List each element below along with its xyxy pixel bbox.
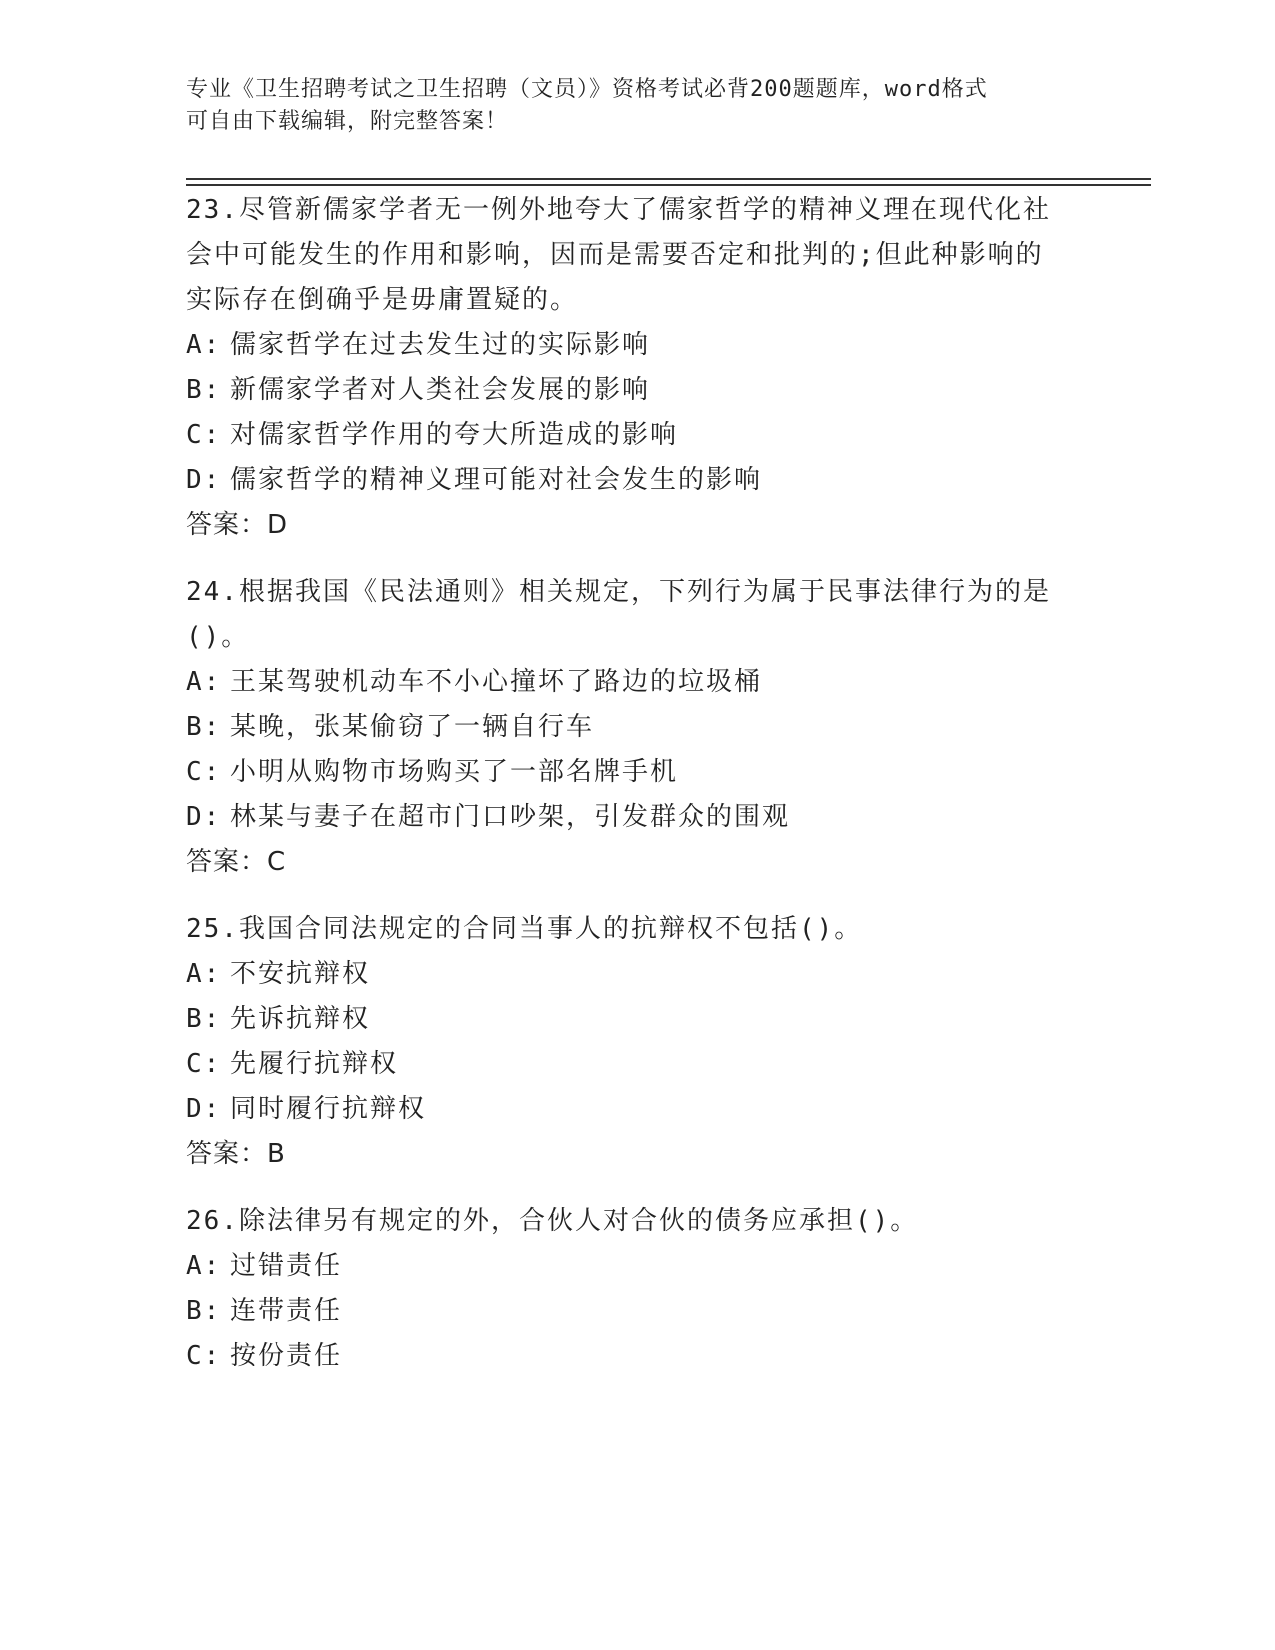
option-text: 先履行抗辩权 — [230, 1049, 399, 1079]
question-line: 26.除法律另有规定的外，合伙人对合伙的债务应承担()。 — [186, 1206, 919, 1236]
option-b — [186, 368, 1086, 413]
question-line: 23.尽管新儒家学者无一例外地夸大了儒家哲学的精神义理在现代化社 — [186, 195, 1051, 225]
question-text — [186, 570, 1086, 660]
option-a — [186, 952, 1086, 997]
option-label: A: — [186, 959, 222, 989]
question-text — [186, 907, 1086, 952]
header-line-2: 可自由下载编辑，附完整答案！ — [186, 109, 509, 134]
option-text: 不安抗辩权 — [230, 959, 371, 989]
option-d — [186, 795, 1086, 840]
option-label: C: — [186, 757, 222, 787]
option-label: B: — [186, 1004, 222, 1034]
option-label: C: — [186, 1341, 222, 1371]
option-c — [186, 750, 1086, 795]
option-d — [186, 458, 1086, 503]
option-text: 王某驾驶机动车不小心撞坏了路边的垃圾桶 — [230, 667, 763, 697]
option-a — [186, 323, 1086, 368]
question-line: ()。 — [186, 622, 250, 652]
header-line-1: 专业《卫生招聘考试之卫生招聘（文员）》资格考试必背200题题库，word格式 — [186, 77, 988, 102]
option-b — [186, 997, 1086, 1042]
option-label: C: — [186, 420, 222, 450]
option-label: A: — [186, 330, 222, 360]
option-label: A: — [186, 1251, 222, 1281]
question-24 — [186, 570, 1086, 885]
option-c — [186, 413, 1086, 458]
answer-line: 答案：C — [186, 847, 287, 877]
option-b — [186, 705, 1086, 750]
question-line: 会中可能发生的作用和影响，因而是需要否定和批判的;但此种影响的 — [186, 240, 1044, 270]
question-list — [186, 188, 1086, 1401]
option-a — [186, 660, 1086, 705]
option-label: B: — [186, 1296, 222, 1326]
option-text: 同时履行抗辩权 — [230, 1094, 427, 1124]
header-divider-top — [186, 178, 1151, 180]
question-text — [186, 188, 1086, 323]
option-text: 林某与妻子在超市门口吵架，引发群众的围观 — [230, 802, 791, 832]
option-text: 小明从购物市场购买了一部名牌手机 — [230, 757, 679, 787]
question-line: 25.我国合同法规定的合同当事人的抗辩权不包括()。 — [186, 914, 863, 944]
option-text: 新儒家学者对人类社会发展的影响 — [230, 375, 651, 405]
option-a — [186, 1244, 1086, 1289]
option-b — [186, 1289, 1086, 1334]
question-25 — [186, 907, 1086, 1177]
option-label: D: — [186, 1094, 222, 1124]
answer-line: 答案：B — [186, 1139, 286, 1169]
question-26 — [186, 1199, 1086, 1379]
option-text: 对儒家哲学作用的夸大所造成的影响 — [230, 420, 679, 450]
question-line: 实际存在倒确乎是毋庸置疑的。 — [186, 285, 579, 315]
option-label: D: — [186, 802, 222, 832]
question-23 — [186, 188, 1086, 548]
option-text: 儒家哲学的精神义理可能对社会发生的影响 — [230, 465, 763, 495]
question-text — [186, 1199, 1086, 1244]
header-divider-bottom — [186, 184, 1151, 186]
option-text: 按份责任 — [230, 1341, 343, 1371]
option-label: B: — [186, 712, 222, 742]
option-text: 某晚，张某偷窃了一辆自行车 — [230, 712, 595, 742]
option-text: 先诉抗辩权 — [230, 1004, 371, 1034]
question-line: 24.根据我国《民法通则》相关规定，下列行为属于民事法律行为的是 — [186, 577, 1051, 607]
option-c — [186, 1042, 1086, 1087]
option-label: A: — [186, 667, 222, 697]
document-header — [186, 74, 1086, 138]
option-label: B: — [186, 375, 222, 405]
option-c — [186, 1334, 1086, 1379]
option-label: C: — [186, 1049, 222, 1079]
option-d — [186, 1087, 1086, 1132]
option-text: 儒家哲学在过去发生过的实际影响 — [230, 330, 651, 360]
option-text: 连带责任 — [230, 1296, 343, 1326]
answer-line: 答案：D — [186, 510, 289, 540]
option-text: 过错责任 — [230, 1251, 343, 1281]
option-label: D: — [186, 465, 222, 495]
